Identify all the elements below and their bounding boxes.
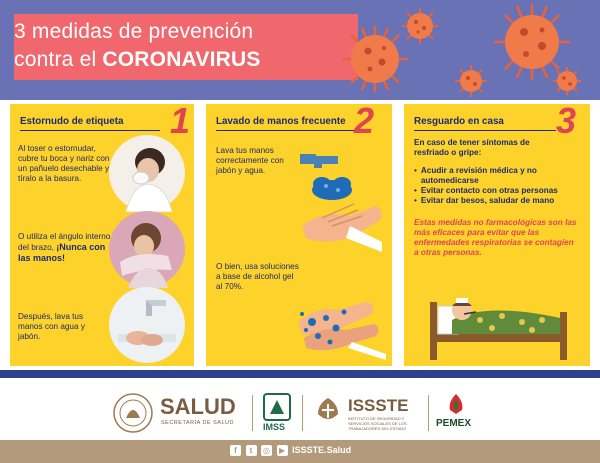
panel-text: Al toser o estornudar, cubre tu boca y nariz con un pañuelo desechable y tíralo a la basura.: [18, 144, 110, 183]
cough-elbow-image: [108, 210, 186, 288]
panel-text: O bien, usa soluciones a base de alcohol gel al 70%.: [216, 262, 299, 291]
panel-underline: [216, 130, 358, 131]
panel-text: Después, lava tus manos con agua y jabón.: [18, 312, 85, 341]
virus-icon: [454, 64, 488, 98]
panel-intro: En caso de tener síntomas de resfriado o gripe:: [414, 138, 530, 157]
issste-logo-icon: [312, 394, 344, 426]
social-bar: [0, 440, 600, 463]
sick-in-bed-icon: [426, 262, 574, 362]
social-links: [230, 445, 351, 456]
panel-estornudo: [10, 100, 194, 366]
instagram-icon[interactable]: ◎: [261, 445, 272, 456]
page-title-line2: contra el CORONAVIRUS: [14, 48, 261, 71]
imss-logo: IMSS: [263, 422, 286, 432]
panel-title: Resguardo en casa: [414, 116, 504, 127]
panel-underline: [414, 130, 556, 131]
panel-text: Lava tus manos correctamente con jabón y agua.: [216, 146, 284, 175]
virus-icon: [552, 66, 582, 96]
salud-subtitle: SECRETARÍA DE SALUD: [161, 420, 234, 426]
divider: [428, 395, 429, 431]
youtube-icon[interactable]: ▶: [277, 445, 288, 456]
issste-logo: ISSSTE: [348, 396, 409, 415]
panel-resguardo: [404, 100, 590, 366]
list-item: • Acudir a revisión médica y no automedicarse: [414, 166, 537, 185]
handwashing-sink-image: [108, 286, 186, 364]
panel-number: 3: [556, 100, 577, 141]
panel-number: 1: [170, 100, 191, 141]
prevention-note: Estas medidas no farmacológicas son las más eficaces para evitar que las enfermedades respiratorias se contagien a otras personas.: [414, 218, 577, 257]
panel-underline: [20, 130, 160, 131]
pemex-logo-icon: [444, 392, 468, 416]
bullet-list: [414, 166, 584, 206]
salud-logo: SALUD: [160, 394, 236, 419]
sneezing-tissue-image: [108, 134, 186, 212]
issste-subtitle: INSTITUTO DE SEGURIDAD Y SERVICIOS SOCIALES DE LOS TRABAJADORES DEL ESTADO: [348, 416, 407, 431]
social-handle[interactable]: ISSSTE.Salud: [292, 445, 352, 455]
header-banner: [0, 0, 600, 100]
title-coronavirus: CORONAVIRUS: [102, 48, 261, 71]
list-item: • Evitar contacto con otras personas: [414, 186, 558, 195]
list-item: • Evitar dar besos, saludar de mano: [414, 196, 555, 205]
panel-number: 2: [354, 100, 375, 141]
footer-logos: [0, 378, 600, 440]
virus-icon: [340, 24, 410, 94]
panel-title: Estornudo de etiqueta: [20, 116, 124, 127]
divider: [252, 395, 253, 431]
facebook-icon[interactable]: f: [230, 445, 241, 456]
pemex-logo: PEMEX: [436, 418, 472, 429]
panel-text: O utiliza el ángulo interno del brazo, ¡Nunca con las manos!: [18, 232, 111, 263]
imss-logo-icon: [262, 392, 292, 422]
alcohol-gel-hands-icon: [292, 282, 388, 360]
twitter-icon[interactable]: t: [246, 445, 257, 456]
page-title-line1: 3 medidas de prevención: [14, 20, 254, 43]
panel-title: Lavado de manos frecuente: [216, 116, 346, 127]
panel-lavado: [206, 100, 392, 366]
divider: [302, 395, 303, 431]
divider-bar: [0, 370, 600, 378]
mexico-seal-icon: [112, 392, 154, 434]
faucet-soap-hands-icon: [292, 146, 388, 258]
